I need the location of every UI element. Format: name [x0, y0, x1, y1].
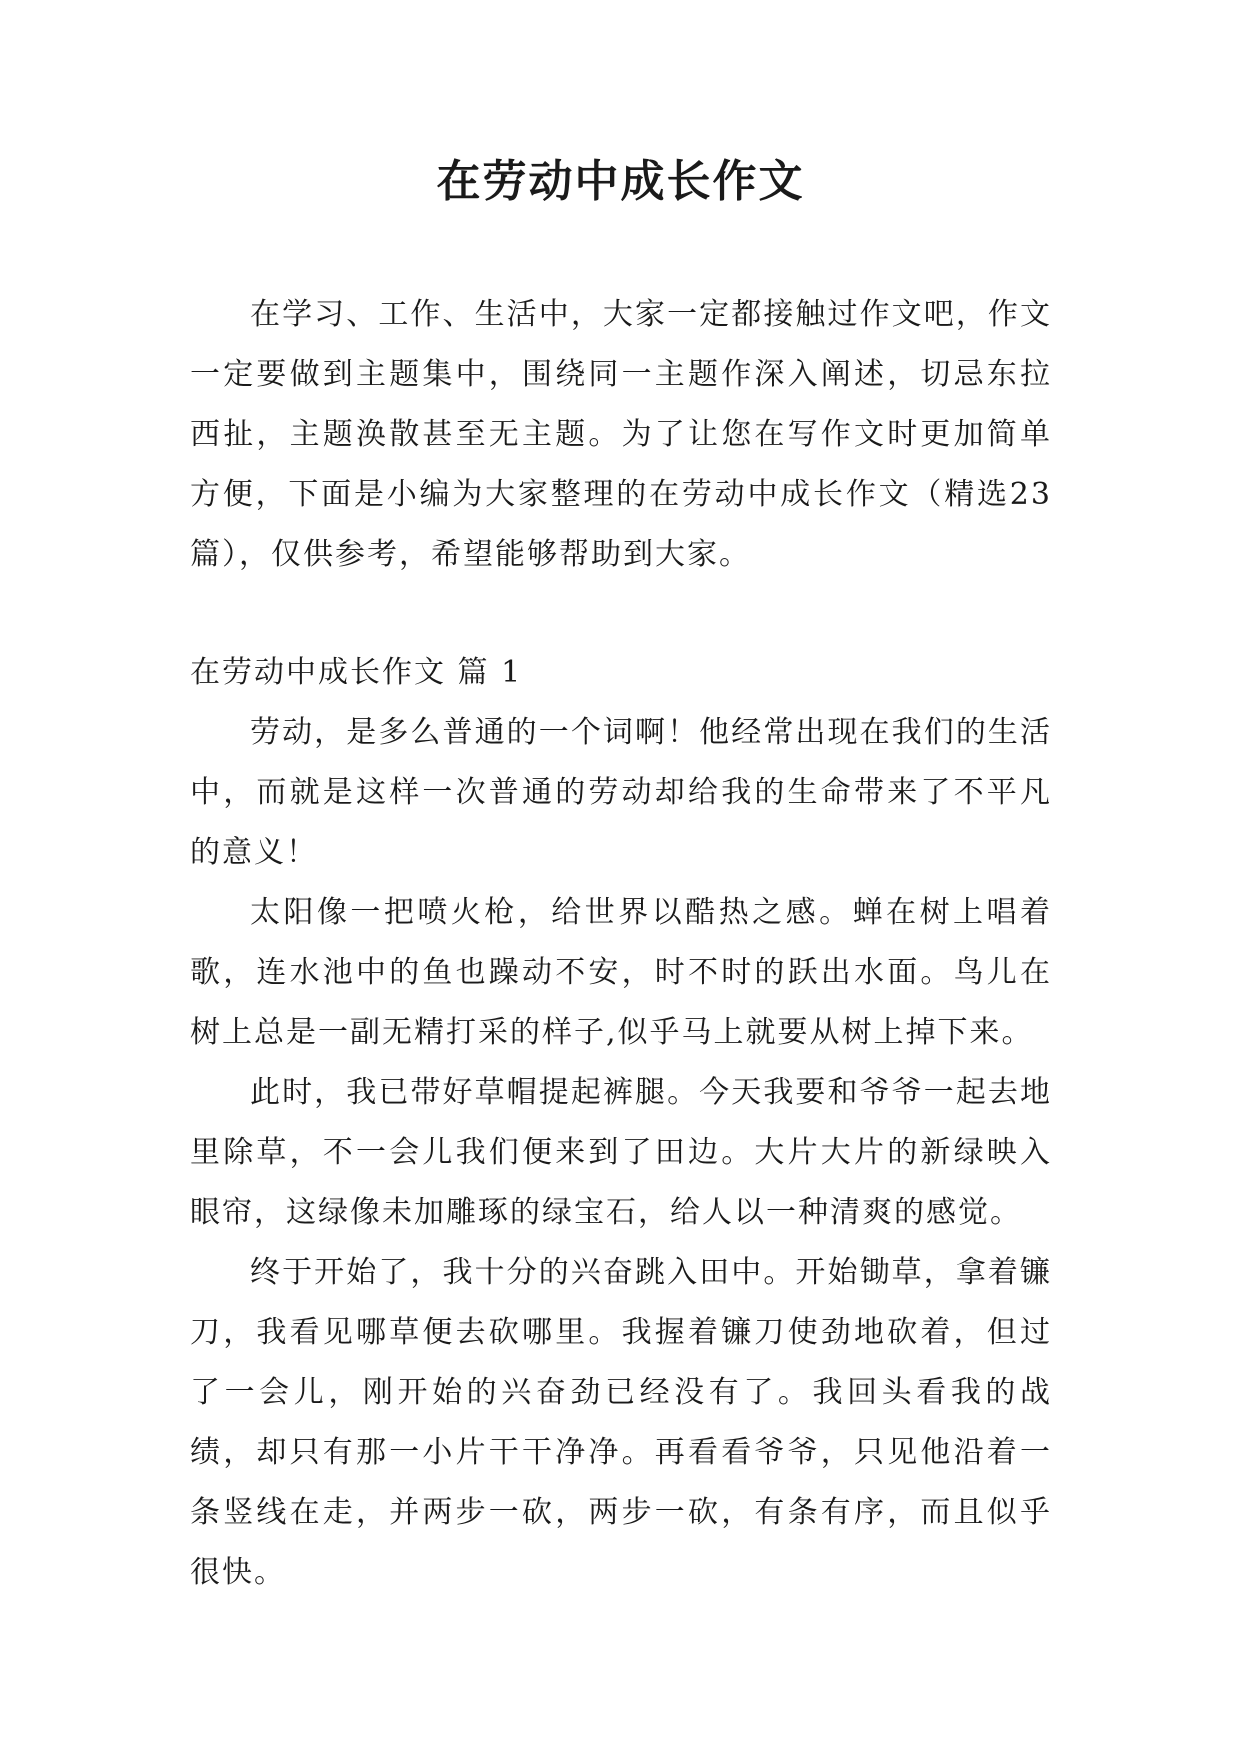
- body-paragraph: 终于开始了，我十分的兴奋跳入田中。开始锄草，拿着镰刀，我看见哪草便去砍哪里。我握着镰刀使劲地砍着，但过了一会儿，刚开始的兴奋劲已经没有了。我回头看我的战绩，却只有那一小片干干净净。再看看爷爷，只见他沿着一条竖线在走，并两步一砍，两步一砍，有条有序，而且似乎很快。: [190, 1255, 1052, 1590]
- document-body: [190, 285, 1052, 1603]
- body-paragraph: 此时，我已带好草帽提起裤腿。今天我要和爷爷一起去地里除草，不一会儿我们便来到了田边。大片大片的新绿映入眼帘，这绿像未加雕琢的绿宝石，给人以一种清爽的感觉。: [190, 1075, 1052, 1230]
- document-title: 在劳动中成长作文: [436, 156, 805, 207]
- body-paragraph: 太阳像一把喷火枪，给世界以酷热之感。蝉在树上唱着歌，连水池中的鱼也躁动不安，时不时的跃出水面。鸟儿在树上总是一副无精打采的样子,似乎马上就要从树上掉下来。: [190, 895, 1052, 1050]
- body-paragraph: 劳动，是多么普通的一个词啊！他经常出现在我们的生活中，而就是这样一次普通的劳动却给我的生命带来了不平凡的意义！: [190, 715, 1052, 870]
- section-heading: 在劳动中成长作文 篇 1: [190, 655, 523, 690]
- intro-paragraph: 在学习、工作、生活中，大家一定都接触过作文吧，作文一定要做到主题集中，围绕同一主题作深入阐述，切忌东拉西扯，主题涣散甚至无主题。为了让您在写作文时更加简单方便，下面是小编为大家整理的在劳动中成长作文（精选23篇），仅供参考，希望能够帮助到大家。: [190, 297, 1052, 572]
